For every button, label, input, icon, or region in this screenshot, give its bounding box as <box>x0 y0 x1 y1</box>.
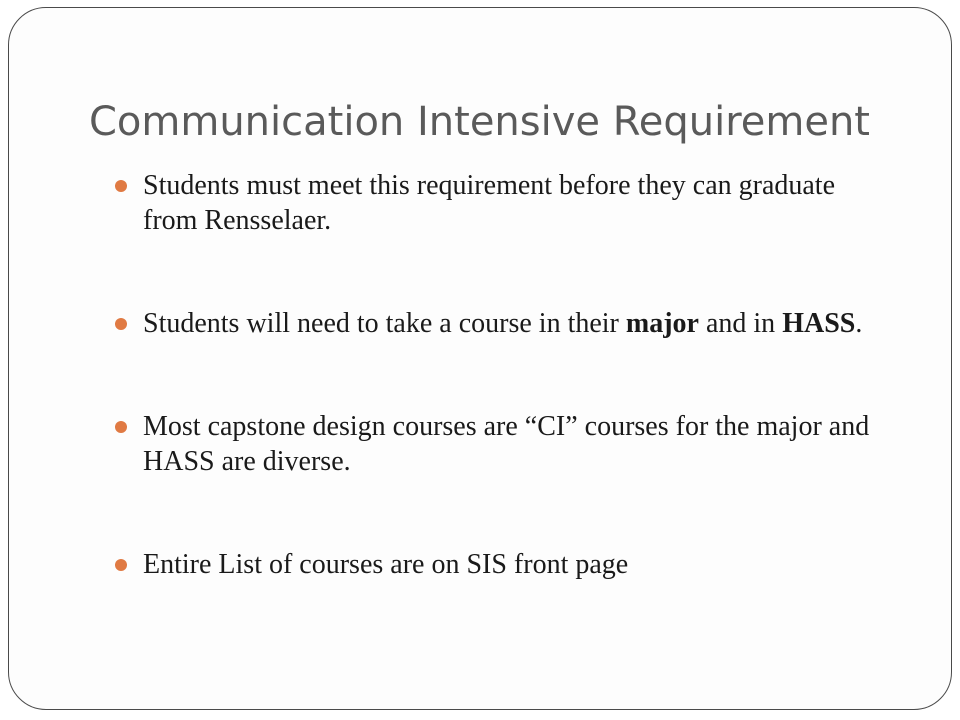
bullet-dot-icon <box>115 318 127 330</box>
bullet-item <box>115 547 895 582</box>
bullet-text: Students will need to take a course in their major and in HASS. <box>143 308 863 339</box>
bullet-item <box>115 168 895 238</box>
slide-title: Communication Intensive Requirement <box>89 99 870 145</box>
bullet-dot-icon <box>115 559 127 571</box>
bullet-list <box>115 168 895 650</box>
emphasis-major: major <box>625 308 699 339</box>
slide <box>8 7 952 710</box>
bullet-text: Most capstone design courses are “CI” courses for the major and HASS are diverse. <box>143 411 870 477</box>
bullet-text: Students must meet this requirement before they can graduate from Rensselaer. <box>143 170 836 236</box>
bullet-dot-icon <box>115 180 127 192</box>
bullet-dot-icon <box>115 421 127 433</box>
bullet-item <box>115 306 895 341</box>
bullet-text: Entire List of courses are on SIS front page <box>143 549 629 580</box>
bullet-item <box>115 409 895 479</box>
emphasis-hass: HASS <box>782 308 856 339</box>
